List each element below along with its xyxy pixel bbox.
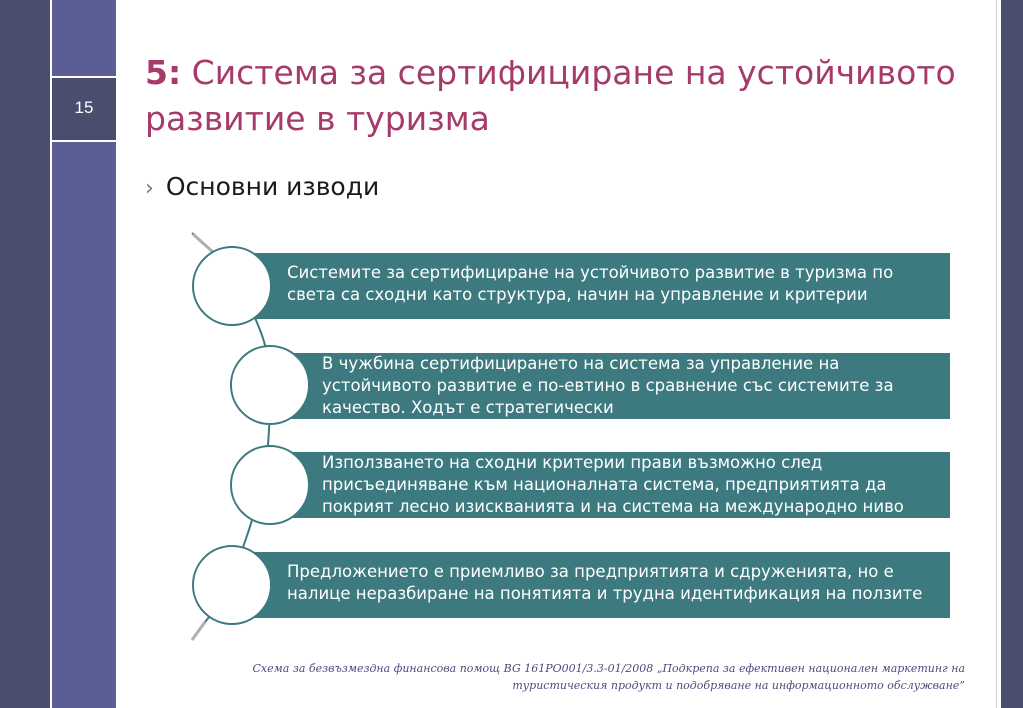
step-circle-1 xyxy=(192,246,272,326)
step-bar-3 xyxy=(270,452,950,518)
slide-number: 15 xyxy=(74,98,94,117)
step-text-2: В чужбина сертифицирането на система за управление на устойчивото развитие е по-евтино в сравнение със системите за качество. Ходът е стратегически xyxy=(322,354,894,417)
step-text-4: Предложението е приемливо за предприятията и сдруженията, но е налице неразбиране на понятията и трудна идентификация на ползите xyxy=(287,562,923,603)
bullet-chevron-icon: › xyxy=(145,176,154,201)
step-circle-3 xyxy=(230,445,310,525)
step-bar-1 xyxy=(232,253,950,319)
footer-line-2: туристическия продукт и подобряване на информационното обслужване” xyxy=(512,679,965,692)
step-text-1: Системите за сертифициране на устойчивото развитие в туризма по света са сходни като структура, начин на управление и критерии xyxy=(287,263,894,304)
step-bar-2 xyxy=(270,353,950,419)
title-text: Система за сертифициране на устойчивото развитие в туризма xyxy=(145,53,956,138)
step-text-3: Използването на сходни критерии прави възможно след присъединяване към националната система, предприятията да покрият лесно изискванията и на система на международно ниво xyxy=(322,453,904,516)
title-number: 5: xyxy=(145,53,182,92)
step-circle-4 xyxy=(192,545,272,625)
footer-note xyxy=(180,660,965,694)
footer-line-1: Схема за безвъзмездна финансова помощ BG 161PO001/3.3-01/2008 „Подкрепа за ефективен национален маркетинг на xyxy=(252,662,965,675)
step-circle-2 xyxy=(230,345,310,425)
step-bar-4 xyxy=(232,552,950,618)
bullet-text: Основни изводи xyxy=(165,172,380,201)
